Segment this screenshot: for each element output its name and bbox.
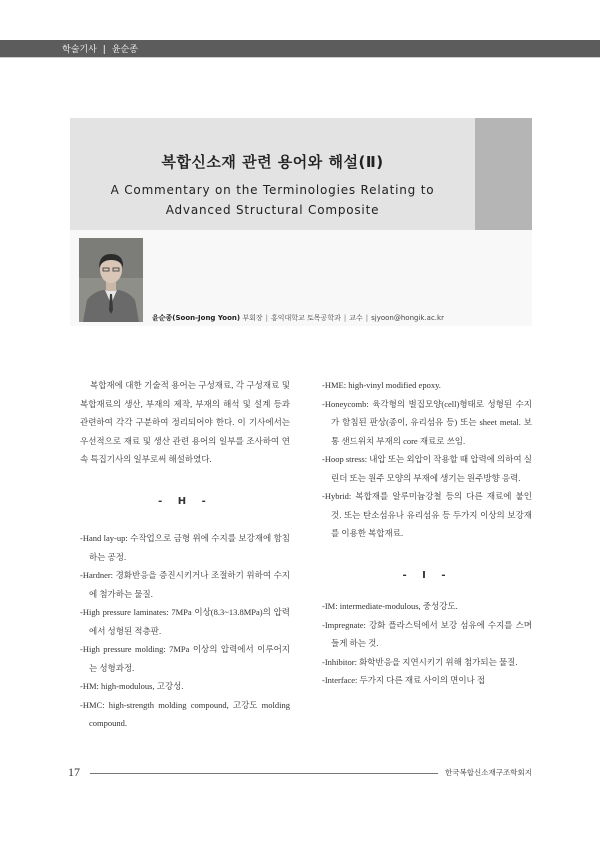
left-column: [80, 376, 290, 733]
author-affiliation: 홍익대학교 토목공학과: [271, 314, 341, 322]
term-item: -HM: high-modulous, 고강성.: [80, 681, 184, 691]
term-item: -IM: intermediate-modulous, 중성강도.: [322, 601, 458, 611]
intro-paragraph: 복합재에 대한 기술적 용어는 구성재료, 각 구성재료 및 복합재료의 생산, 부재의 제작, 부재의 해석 및 설계 등과 관련하여 각각 구분하여 정리되어야 한다. 이 기사에서는 우선적으로 재료 및 생산 관련 용어의 일부를 조사하여 연속 특집기사의 일부로써 해설하였다.: [80, 380, 290, 464]
article-title-korean: 복합신소재 관련 용어와 해설(Ⅱ): [161, 153, 384, 171]
title-side-block: [475, 118, 532, 230]
term-item: -High pressure laminates: 7MPa 이상(8.3~13.8MPa)의 압력에서 성형된 적층판.: [80, 607, 290, 636]
term-item: -Hoop stress: 내압 또는 외압이 작용할 때 압력에 의하여 실린더 또는 원주 모양의 부재에 생기는 원주방향 응력.: [322, 454, 532, 483]
header-rule: [0, 57, 600, 58]
article-title-english: [80, 180, 465, 220]
author-role: 부회장: [242, 314, 263, 322]
footer-rule: [90, 773, 438, 774]
term-item: -Hardner: 경화반응을 증진시키거나 조절하기 위하여 수지에 첨가하는 물질.: [80, 570, 290, 599]
author-separator: |: [265, 314, 268, 322]
term-item: -HMC: high-strength molding compound, 고강도 molding compound.: [80, 699, 290, 728]
author-separator: |: [365, 314, 369, 322]
author-position: 교수: [349, 314, 363, 322]
section-heading-i: - I -: [402, 569, 452, 581]
journal-name: 한국복합신소재구조학회지: [445, 768, 532, 777]
author-email: sjyoon@hongik.ac.kr: [371, 314, 444, 322]
author-photo: [79, 238, 143, 322]
term-item: -Inhibitor: 화학반응을 지연시키기 위해 첨가되는 물질.: [322, 656, 518, 667]
term-item: -Hybrid: 복합재를 알루미늄강철 등의 다른 재료에 붙인 것. 또는 탄소섬유나 유리섬유 등 두가지 이상의 보강재를 이용한 복합재료.: [322, 491, 532, 538]
term-item: -Hand lay-up: 수작업으로 금형 위에 수지를 보강재에 함침하는 공정.: [80, 533, 290, 562]
header-author: 윤순종: [111, 45, 138, 55]
term-item: -Interface: 두가지 다른 재료 사이의 면이나 접: [322, 675, 486, 685]
term-item: -Honeycomb: 육각형의 벌집모양(cell)형태로 성형된 수지가 함침된 판상(종이, 유리섬유 등) 또는 sheet metal. 보통 샌드위치 부재의 core 재료로 쓰임.: [322, 398, 532, 446]
author-name: 윤순종(Soon-Jong Yoon): [152, 314, 241, 322]
term-item: -HME: high-vinyl modified epoxy.: [322, 380, 441, 390]
header-bar: [0, 40, 600, 57]
author-info-line: [152, 313, 444, 323]
page-number: 17: [68, 765, 80, 779]
term-item: -Impregnate: 강화 플라스틱에서 보강 섬유에 수지를 스며들게 하는 것.: [322, 619, 532, 648]
header-label: [62, 42, 138, 55]
term-item: -High pressure molding: 7MPa 이상의 압력에서 이루어지는 성형과정.: [80, 644, 290, 673]
header-category: 학술기사: [62, 45, 97, 55]
article-title-english-line1: A Commentary on the Terminologies Relating to: [110, 183, 435, 197]
section-heading-h: - H -: [158, 495, 212, 507]
author-portrait-icon: [79, 238, 143, 322]
right-column: [322, 376, 532, 690]
article-title-english-line2: Advanced Structural Composite: [165, 203, 380, 217]
header-separator: |: [102, 45, 106, 55]
author-separator: |: [343, 314, 347, 322]
